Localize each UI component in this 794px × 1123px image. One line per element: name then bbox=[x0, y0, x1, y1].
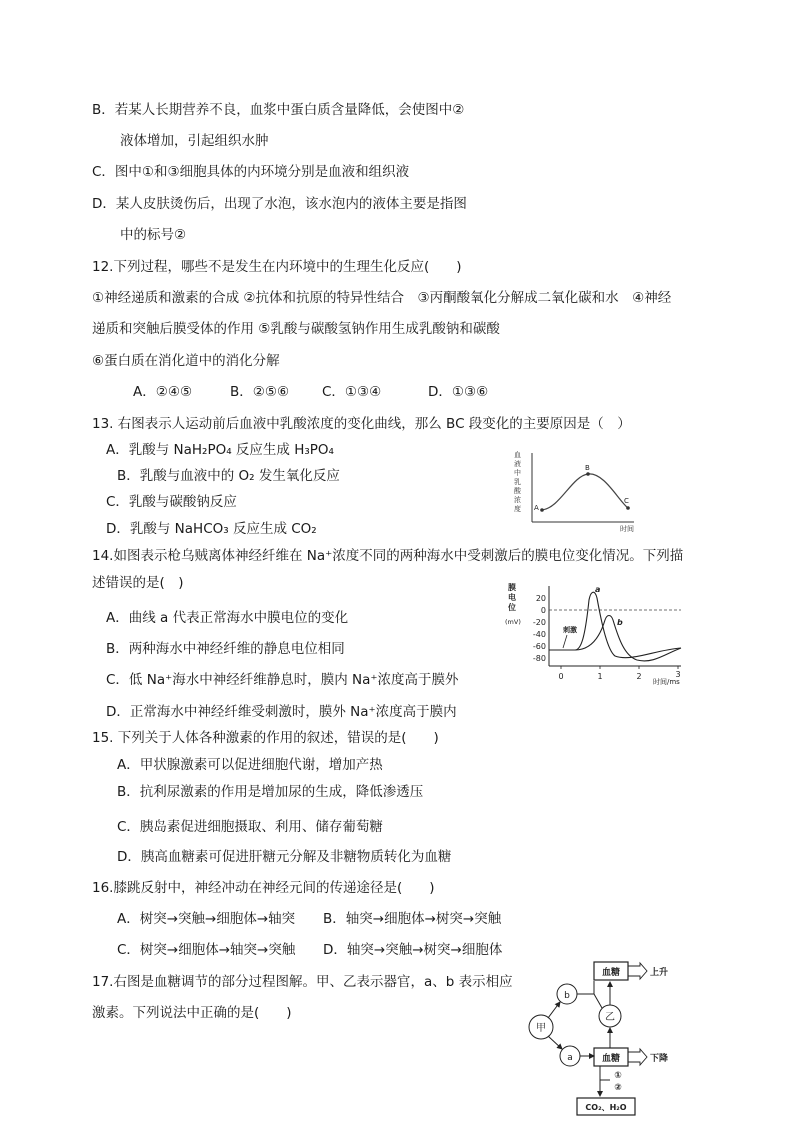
q14-option-b: B．两种海水中神经纤维的静息电位相同 bbox=[106, 641, 345, 657]
q12-items-line1: ①神经递质和激素的合成 ②抗体和抗原的特异性结合 ③丙酮酸氧化分解成二氧化碳和水 ④神经 bbox=[92, 290, 672, 306]
q14-stem-line2: 述错误的是( ) bbox=[92, 575, 184, 591]
q11-option-d-line1: D．某人皮肤烫伤后，出现了水泡，该水泡内的液体主要是指图 bbox=[92, 196, 467, 212]
q15-option-c: C．胰岛素促进细胞摄取、利用、储存葡萄糖 bbox=[117, 819, 383, 835]
lactate-label-c: C bbox=[624, 497, 629, 505]
q13-option-d: D．乳酸与 NaHCO₃ 反应生成 CO₂ bbox=[106, 521, 317, 537]
decrease-label: 下降 bbox=[650, 1054, 669, 1064]
lactate-ylabel-char: 浓 bbox=[514, 496, 521, 504]
q17-stem-line2: 激素。下列说法中正确的是( ) bbox=[92, 1005, 292, 1021]
organ-jia-label: 甲 bbox=[536, 1023, 546, 1034]
pathway-1-label: ① bbox=[614, 1071, 622, 1081]
q16-option-a: A．树突→突触→细胞体→轴突 bbox=[117, 911, 296, 927]
jia-to-b-line bbox=[548, 1002, 560, 1018]
curve-b bbox=[575, 616, 681, 661]
q11-option-b-line1: B．若某人长期营养不良，血浆中蛋白质含量降低，会使图中② bbox=[92, 102, 465, 118]
q12-stem: 12.下列过程，哪些不是发生在内环境中的生理生化反应( ) bbox=[92, 259, 462, 275]
q13-stem: 13. 右图表示人运动前后血液中乳酸浓度的变化曲线，那么 BC 段变化的主要原因是（ ） bbox=[92, 416, 631, 432]
potential-ylabel-char: 电 bbox=[508, 593, 516, 602]
organ-yi-label: 乙 bbox=[605, 1012, 615, 1023]
potential-xtick: 1 bbox=[597, 672, 603, 681]
lactate-ylabel-char: 液 bbox=[514, 460, 521, 468]
potential-ylabel-char: 位 bbox=[508, 603, 516, 612]
increase-arrow bbox=[628, 963, 647, 979]
q11-option-d-line2: 中的标号② bbox=[120, 227, 187, 243]
membrane-potential-figure bbox=[505, 580, 695, 690]
b-to-yi-line bbox=[594, 994, 602, 1008]
q16-stem: 16.膝跳反射中，神经冲动在神经元间的传递途径是( ) bbox=[92, 880, 435, 896]
stimulus-label: 刺激 bbox=[563, 626, 577, 634]
potential-xtick: 2 bbox=[636, 672, 642, 681]
lactate-ylabel-char: 血 bbox=[514, 451, 521, 459]
b-to-blood-line bbox=[577, 981, 594, 994]
q15-stem: 15. 下列关于人体各种激素的作用的叙述，错误的是( ) bbox=[92, 730, 439, 746]
lactate-ylabel-char: 中 bbox=[514, 469, 521, 477]
potential-yunit: (mV) bbox=[505, 618, 521, 626]
hormone-a-label: a bbox=[567, 1053, 573, 1063]
q15-option-b: B．抗利尿激素的作用是增加尿的生成，降低渗透压 bbox=[117, 784, 424, 800]
potential-ytick: -20 bbox=[532, 618, 546, 627]
blood-glucose-regulation-diagram bbox=[522, 954, 702, 1120]
q11-option-c: C．图中①和③细胞具体的内环境分别是血液和组织液 bbox=[92, 164, 410, 180]
hormone-b-label: b bbox=[564, 991, 570, 1001]
lactate-point-a bbox=[540, 508, 544, 512]
decrease-arrow bbox=[628, 1049, 647, 1065]
q11-option-b-line2: 液体增加，引起组织水肿 bbox=[120, 133, 269, 149]
blood-glucose-bottom-label: 血糖 bbox=[601, 1054, 621, 1064]
q12-items-line2: 递质和突触后膜受体的作用 ⑤乳酸与碳酸氢钠作用生成乳酸钠和碳酸 bbox=[92, 321, 500, 337]
q14-stem-line1: 14.如图表示枪乌贼离体神经纤维在 Na⁺浓度不同的两种海水中受刺激后的膜电位变化情况。下列描 bbox=[92, 548, 684, 564]
q14-option-d: D．正常海水中神经纤维受刺激时，膜外 Na⁺浓度高于膜内 bbox=[106, 704, 457, 720]
q13-option-b: B．乳酸与血液中的 O₂ 发生氧化反应 bbox=[117, 468, 340, 484]
potential-ytick: -80 bbox=[532, 654, 546, 663]
lactate-curve-figure bbox=[510, 448, 650, 534]
q12-items-line3: ⑥蛋白质在消化道中的消化分解 bbox=[92, 353, 280, 369]
potential-xtick: 0 bbox=[558, 672, 564, 681]
q12-option-b: B．②⑤⑥ bbox=[230, 384, 290, 400]
q12-option-d: D．①③⑥ bbox=[428, 384, 489, 400]
lactate-label-a: A bbox=[534, 504, 539, 512]
stimulus-arrow bbox=[563, 635, 567, 648]
lactate-ylabel-char: 度 bbox=[514, 505, 521, 513]
curve-b-label: b bbox=[617, 618, 623, 627]
q16-option-d: D．轴突→突触→树突→细胞体 bbox=[323, 942, 503, 958]
q12-option-a: A．②④⑤ bbox=[133, 384, 193, 400]
q14-option-a: A．曲线 a 代表正常海水中膜电位的变化 bbox=[106, 610, 349, 626]
potential-ytick: -60 bbox=[532, 642, 546, 651]
lactate-ylabel-char: 乳 bbox=[514, 478, 521, 486]
potential-ytick: -40 bbox=[532, 630, 546, 639]
lactate-point-b bbox=[586, 472, 590, 476]
jia-to-a-line bbox=[548, 1036, 562, 1049]
q15-option-a: A．甲状腺激素可以促进细胞代谢，增加产热 bbox=[117, 757, 383, 773]
q14-option-c: C．低 Na⁺海水中神经纤维静息时，膜内 Na⁺浓度高于膜外 bbox=[106, 672, 459, 688]
lactate-curve bbox=[542, 474, 628, 510]
q16-option-b: B．轴突→细胞体→树突→突触 bbox=[323, 911, 502, 927]
lactate-label-b: B bbox=[585, 464, 590, 472]
lactate-point-c bbox=[626, 506, 630, 510]
potential-xlabel: 时间/ms bbox=[653, 678, 680, 686]
potential-ytick: 20 bbox=[535, 594, 546, 603]
q17-stem-line1: 17.右图是血糖调节的部分过程图解。甲、乙表示器官，a、b 表示相应 bbox=[92, 974, 513, 990]
increase-label: 上升 bbox=[650, 968, 669, 978]
q12-option-c: C．①③④ bbox=[322, 384, 382, 400]
lactate-xlabel: 时间 bbox=[620, 525, 634, 533]
potential-xtick: 3 bbox=[675, 670, 681, 679]
potential-ytick: 0 bbox=[540, 606, 546, 615]
q13-option-c: C．乳酸与碳酸钠反应 bbox=[106, 494, 237, 510]
lactate-ylabel-char: 酸 bbox=[514, 487, 521, 495]
potential-ylabel-char: 膜 bbox=[508, 583, 516, 592]
curve-a-label: a bbox=[595, 585, 601, 594]
pathway-2-label: ② bbox=[614, 1083, 622, 1093]
products-label: CO₂、H₂O bbox=[585, 1103, 627, 1112]
q16-option-c: C．树突→细胞体→轴突→突触 bbox=[117, 942, 296, 958]
blood-glucose-top-label: 血糖 bbox=[601, 968, 621, 978]
q15-option-d: D．胰高血糖素可促进肝糖元分解及非糖物质转化为血糖 bbox=[117, 849, 452, 865]
q13-option-a: A．乳酸与 NaH₂PO₄ 反应生成 H₃PO₄ bbox=[106, 442, 334, 458]
